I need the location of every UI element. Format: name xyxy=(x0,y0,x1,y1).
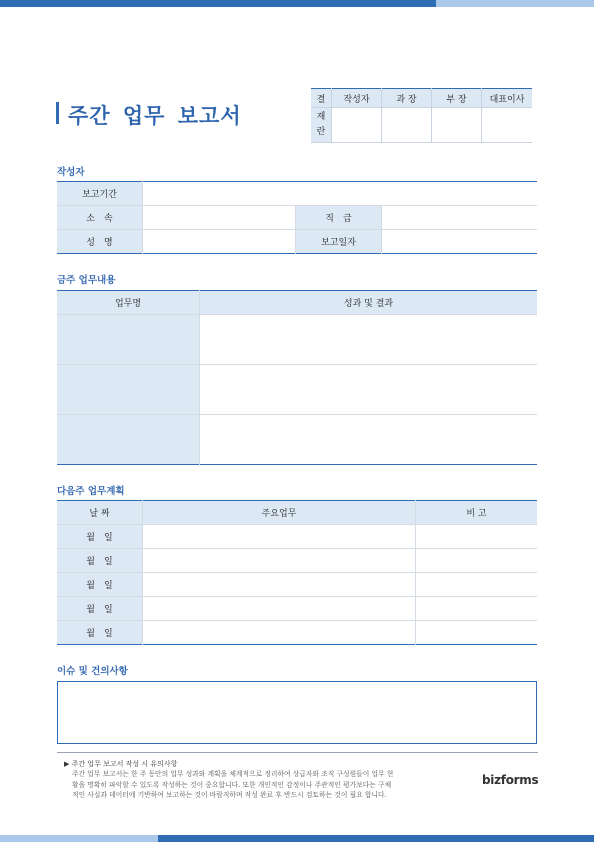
department-label: 소 속 xyxy=(57,206,143,230)
approval-role-author: 작성자 xyxy=(332,89,382,108)
task-name-header: 업무명 xyxy=(57,291,200,315)
main-task-cell[interactable] xyxy=(143,525,416,549)
date-cell: 월 일 xyxy=(57,525,143,549)
main-task-cell[interactable] xyxy=(143,549,416,573)
note-cell[interactable] xyxy=(416,621,538,645)
approval-sign-ceo[interactable] xyxy=(482,108,533,143)
task-name-cell[interactable] xyxy=(57,315,200,365)
approval-role-director: 부 장 xyxy=(432,89,482,108)
bottom-accent-bar-light xyxy=(0,835,158,842)
task-name-cell[interactable] xyxy=(57,365,200,415)
note-cell[interactable] xyxy=(416,597,538,621)
approval-sign-manager[interactable] xyxy=(382,108,432,143)
report-date-field[interactable] xyxy=(382,230,538,254)
next-week-heading: 다음주 업무계획 xyxy=(57,486,125,497)
approval-label-3: 란 xyxy=(316,127,326,137)
note-cell[interactable] xyxy=(416,525,538,549)
date-cell: 월 일 xyxy=(57,573,143,597)
this-week-table xyxy=(57,290,537,465)
note-title: ▶ 주간 업무 보고서 작성 시 유의사항 xyxy=(64,760,178,768)
note-cell[interactable] xyxy=(416,573,538,597)
result-header: 성과 및 결과 xyxy=(200,291,538,315)
note-line: 주간 업무 보고서는 한 주 동안의 업무 성과와 계획을 체계적으로 정리하여 상급자와 조직 구성원들이 업무 현 xyxy=(72,770,394,778)
position-field[interactable] xyxy=(382,206,538,230)
author-info-table xyxy=(57,181,537,254)
name-field[interactable] xyxy=(143,230,296,254)
report-date-label: 보고일자 xyxy=(296,230,382,254)
date-cell: 월 일 xyxy=(57,597,143,621)
main-task-cell[interactable] xyxy=(143,621,416,645)
report-period-label: 보고기간 xyxy=(57,182,143,206)
this-week-heading: 금주 업무내용 xyxy=(57,275,116,286)
title-accent-bar xyxy=(56,102,59,124)
note-line: 황을 명확히 파악할 수 있도록 작성하는 것이 중요합니다. 또한 개인적인 감정이나 주관적인 평가보다는 구체 xyxy=(72,780,392,789)
note-cell[interactable] xyxy=(416,549,538,573)
approval-role-manager: 과 장 xyxy=(382,89,432,108)
bizforms-logo: bizforms xyxy=(482,773,539,787)
approval-label-2: 재 xyxy=(316,112,326,122)
note-line: 적인 사실과 데이터에 기반하여 보고하는 것이 바람직하며 작성 완료 후 반드시 검토하는 것이 필요 합니다. xyxy=(72,791,387,799)
issues-textarea[interactable] xyxy=(57,681,537,744)
approval-label-1: 결 xyxy=(311,89,332,108)
approval-sign-author[interactable] xyxy=(332,108,382,143)
approval-label-rest xyxy=(311,108,332,143)
bottom-accent-bar-dark xyxy=(158,835,594,842)
top-accent-bar-light xyxy=(436,0,594,7)
main-task-header: 주요업무 xyxy=(143,501,416,525)
note-body xyxy=(72,769,472,801)
main-task-cell[interactable] xyxy=(143,597,416,621)
note-header: 비 고 xyxy=(416,501,538,525)
approval-sign-director[interactable] xyxy=(432,108,482,143)
note-divider xyxy=(57,752,538,753)
author-section-heading: 작성자 xyxy=(57,167,85,178)
result-cell[interactable] xyxy=(200,365,538,415)
document-title: 주간 업무 보고서 xyxy=(68,104,242,128)
task-name-cell[interactable] xyxy=(57,415,200,465)
report-period-field[interactable] xyxy=(143,182,538,206)
position-label: 직 급 xyxy=(296,206,382,230)
next-week-table xyxy=(57,500,537,645)
result-cell[interactable] xyxy=(200,315,538,365)
name-label: 성 명 xyxy=(57,230,143,254)
date-cell: 월 일 xyxy=(57,621,143,645)
main-task-cell[interactable] xyxy=(143,573,416,597)
top-accent-bar-dark xyxy=(0,0,436,7)
issues-heading: 이슈 및 건의사항 xyxy=(57,666,128,677)
result-cell[interactable] xyxy=(200,415,538,465)
approval-role-ceo: 대표이사 xyxy=(482,89,533,108)
approval-table xyxy=(311,88,532,143)
date-header: 날 짜 xyxy=(57,501,143,525)
date-cell: 월 일 xyxy=(57,549,143,573)
department-field[interactable] xyxy=(143,206,296,230)
